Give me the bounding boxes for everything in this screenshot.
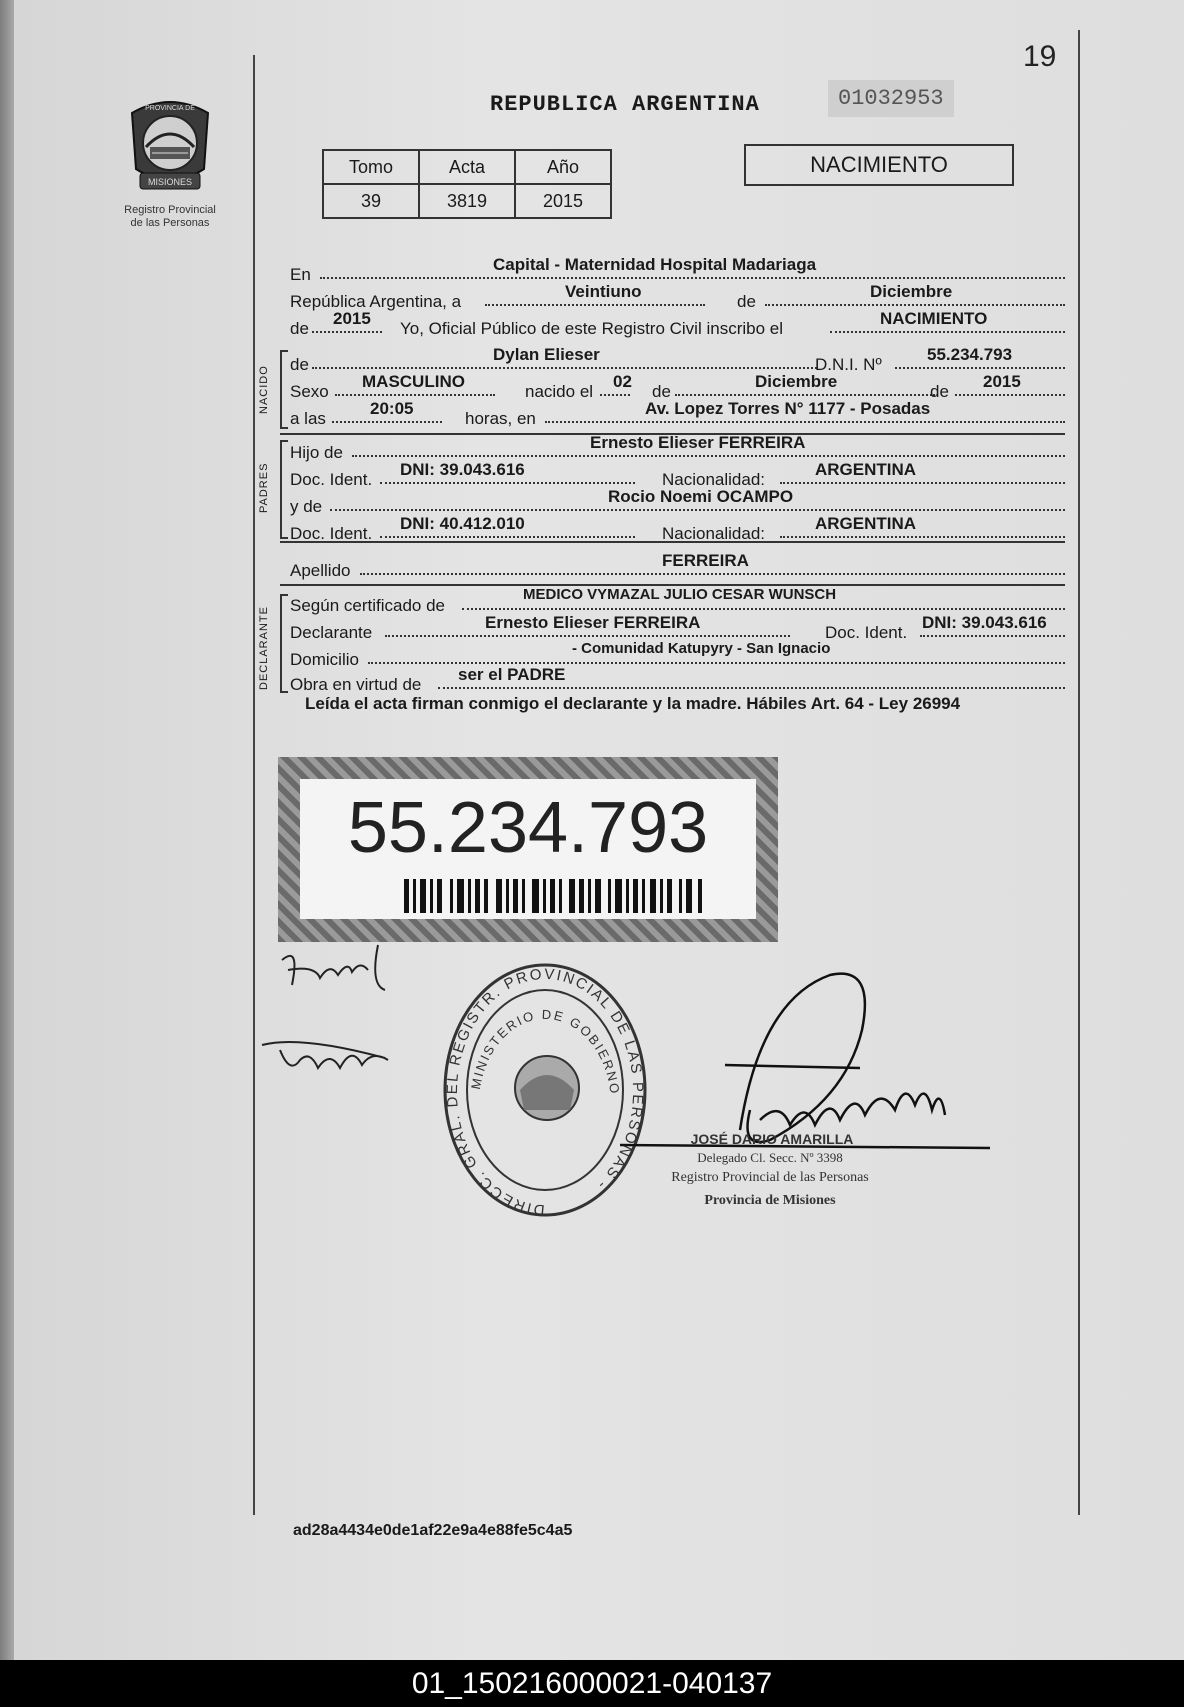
official-province: Provincia de Misiones [704, 1193, 836, 1208]
label-domicilio: Domicilio [290, 650, 359, 669]
label-doc-ident-cap: Doc. Ident. [825, 623, 908, 642]
official-name: JOSÉ DARIO AMARILLA [690, 1131, 854, 1147]
field-virtud: ser el PADRE [458, 665, 566, 684]
label-segun-cert: Según certificado de [290, 596, 445, 615]
field-madre: Rocio Noemi OCAMPO [608, 487, 794, 506]
field-nac-mes: Diciembre [755, 372, 838, 391]
label-de-anio: de [290, 319, 309, 338]
field-mes: Diciembre [870, 282, 953, 301]
logo-caption-line1: Registro Provincial [124, 204, 216, 216]
field-dni: 55.234.793 [927, 345, 1013, 364]
field-nombre: Dylan Elieser [493, 345, 600, 364]
table-header-tomo: Tomo [323, 150, 419, 184]
field-direccion: Av. Lopez Torres N° 1177 - Posadas [645, 399, 931, 418]
label-nacionalidad2: Nacionalidad: [662, 524, 766, 543]
label-nacionalidad: Nacionalidad: [662, 470, 766, 489]
label-de-mes: de [652, 382, 671, 401]
dni-sticker-number: 55.234.793 [347, 788, 709, 868]
table-value-anio: 2015 [515, 184, 611, 218]
field-anio: 2015 [333, 309, 371, 328]
act-type-box: NACIMIENTO [744, 144, 1014, 186]
field-dia: Veintiuno [565, 282, 642, 301]
page-number: 19 [1023, 40, 1057, 73]
footer-id-bar [0, 1660, 1184, 1707]
field-padre-doc: DNI: 39.043.616 [400, 460, 525, 479]
label-en: En [290, 265, 311, 284]
label-de-anio2: de [930, 382, 949, 401]
label-doc-ident: Doc. Ident. [290, 470, 373, 489]
official-signature-icon [620, 974, 990, 1148]
logo-arc-text: PROVINCIA DE [145, 105, 195, 112]
field-apellido: FERREIRA [662, 551, 749, 570]
side-label-padres: PADRES [258, 462, 270, 513]
field-acto: NACIMIENTO [880, 309, 988, 328]
field-nac-anio: 2015 [983, 372, 1021, 391]
field-padre-nac: ARGENTINA [815, 460, 917, 479]
document-title: REPUBLICA ARGENTINA [490, 92, 760, 117]
label-oficial: Yo, Oficial Público de este Registro Civil inscribo el [400, 319, 783, 338]
field-sexo: MASCULINO [362, 372, 465, 391]
field-hora: 20:05 [370, 399, 414, 418]
serial-number: 01032953 [828, 80, 954, 117]
field-madre-nac: ARGENTINA [815, 514, 917, 533]
label-republica-a: República Argentina, a [290, 292, 462, 311]
logo-caption-line2: de las Personas [130, 217, 210, 229]
field-madre-doc: DNI: 40.412.010 [400, 514, 525, 533]
label-declarante: Declarante [290, 623, 373, 642]
label-de-nombre: de [290, 355, 309, 374]
declarant-signature-icon [282, 945, 385, 990]
table-value-acta: 3819 [419, 184, 515, 218]
label-horas-en: horas, en [465, 409, 536, 428]
seal-outer-text: DIRECC. GRAL. DEL REGISTR. PROVINCIAL DE LAS PERSONAS - [443, 965, 647, 1219]
seal-inner-text: MINISTERIO DE GOBIERNO [468, 1006, 623, 1097]
label-doc-ident2: Doc. Ident. [290, 524, 373, 543]
hash-code: ad28a4434e0de1af22e9a4e88fe5c4a5 [293, 1522, 573, 1539]
field-padre: Ernesto Elieser FERREIRA [590, 433, 806, 452]
official-office: Registro Provincial de las Personas [671, 1170, 869, 1185]
side-label-declarante: DECLARANTE [258, 606, 270, 690]
label-y-de: y de [290, 497, 323, 516]
field-certificado: MEDICO VYMAZAL JULIO CESAR WUNSCH [523, 586, 837, 603]
label-nacido-el: nacido el [525, 382, 594, 401]
label-dni: D.N.I. Nº [815, 355, 882, 374]
field-nac-dia: 02 [613, 372, 632, 391]
label-de: de [737, 292, 756, 311]
label-hijo-de: Hijo de [290, 443, 343, 462]
label-apellido: Apellido [290, 561, 351, 580]
footer-id: 01_150216000021-040137 [411, 1667, 773, 1700]
field-lugar: Capital - Maternidad Hospital Madariaga [493, 255, 817, 274]
official-role: Delegado Cl. Secc. Nº 3398 [697, 1150, 843, 1165]
label-sexo: Sexo [290, 382, 329, 401]
label-a-las: a las [290, 409, 326, 428]
mother-signature-icon [262, 1042, 388, 1068]
logo-ribbon-text: MISIONES [147, 177, 193, 187]
official-seal-icon [444, 965, 646, 1218]
closing-text: Leída el acta firman conmigo el declarante y la madre. Hábiles Art. 64 - Ley 26994 [305, 694, 961, 713]
field-declarante: Ernesto Elieser FERREIRA [485, 613, 701, 632]
table-header-anio: Año [515, 150, 611, 184]
label-obra-virtud: Obra en virtud de [290, 675, 422, 694]
side-label-nacido: NACIDO [258, 365, 270, 414]
field-domicilio: - Comunidad Katupyry - San Ignacio [572, 640, 831, 657]
table-value-tomo: 39 [323, 184, 419, 218]
table-header-acta: Acta [419, 150, 515, 184]
field-declarante-doc: DNI: 39.043.616 [922, 613, 1047, 632]
